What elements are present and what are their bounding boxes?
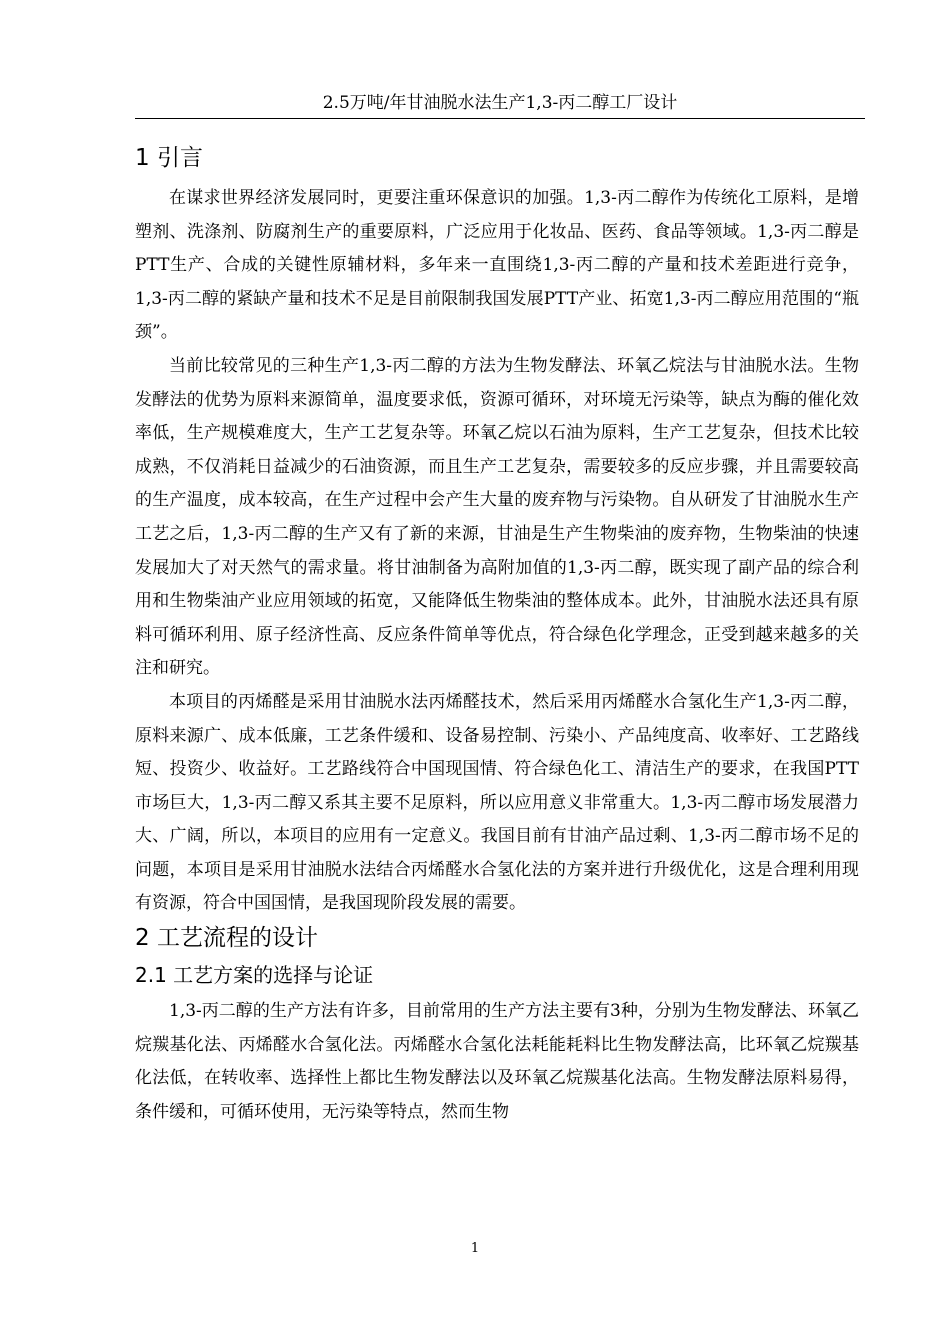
scheme-paragraph-1: 1,3-丙二醇的生产方法有许多，目前常用的生产方法主要有3种，分别为生物发酵法、环氧乙烷羰基化法、丙烯醛水合氢化法。丙烯醛水合氢化法耗能耗料比生物发酵法高，比环氧乙烷羰基化法低，在转收率、选择性上都比生物发酵法以及环氧乙烷羰基化法高。生物发酵法原料易得，条件缓和，可循环使用，无污染等特点，然而生物: [135, 1001, 859, 1122]
intro-paragraph-1: 在谋求世界经济发展同时，更要注重环保意识的加强。1,3-丙二醇作为传统化工原料，是增塑剂、洗涤剂、防腐剂生产的重要原料，广泛应用于化妆品、医药、食品等领域。1,3-丙二醇是PTT生产、合成的关键性原辅材料，多年来一直围绕1,3-丙二醇的产量和技术差距进行竞争，1,3-丙二醇的紧缺产量和技术不足是目前限制我国发展PTT产业、拓宽1,3-丙二醇应用范围的“瓶颈”。: [135, 188, 859, 343]
header-rule: [135, 118, 865, 119]
subsection-heading-scheme-selection: 2.1 工艺方案的选择与论证: [135, 963, 374, 988]
intro-paragraph-2: 当前比较常见的三种生产1,3-丙二醇的方法为生物发酵法、环氧乙烷法与甘油脱水法。生物发酵法的优势为原料来源简单，温度要求低，资源可循环，对环境无污染等，缺点为酶的催化效率低，生产规模难度大，生产工艺复杂等。环氧乙烷以石油为原料，生产工艺复杂，但技术比较成熟，不仅消耗日益减少的石油资源，而且生产工艺复杂，需要较多的反应步骤，并且需要较高的生产温度，成本较高，在生产过程中会产生大量的废弃物与污染物。自从研发了甘油脱水生产工艺之后，1,3-丙二醇的生产又有了新的来源，甘油是生产生物柴油的废弃物，生物柴油的快速发展加大了对天然气的需求量。将甘油制备为高附加值的1,3-丙二醇，既实现了副产品的综合利用和生物柴油产业应用领域的拓宽，又能降低生物柴油的整体成本。此外，甘油脱水法还具有原料可循环利用、原子经济性高、反应条件简单等优点，符合绿色化学理念，正受到越来越多的关注和研究。: [135, 355, 859, 679]
page-content: [135, 140, 859, 1163]
running-header: 2.5万吨/年甘油脱水法生产1,3-丙二醇工厂设计: [322, 93, 678, 113]
section-heading-process-design: 2 工艺流程的设计: [135, 925, 318, 952]
section-heading-introduction: 1 引言: [135, 145, 203, 171]
scheme-paragraph-container: [135, 995, 859, 1163]
intro-paragraph-3: 本项目的丙烯醛是采用甘油脱水法丙烯醛技术，然后采用丙烯醛水合氢化生产1,3-丙二醇，原料来源广、成本低廉，工艺条件缓和、设备易控制、污染小、产品纯度高、收率好、工艺路线短、投资少、收益好。工艺路线符合中国现国情、符合绿色化工、清洁生产的要求，在我国PTT市场巨大，1,3-丙二醇又系其主要不足原料，所以应用意义非常重大。1,3-丙二醇市场发展潜力大、广阔，所以，本项目的应用有一定意义。我国目前有甘油产品过剩、1,3-丙二醇市场不足的问题，本项目是采用甘油脱水法结合丙烯醛水合氢化法的方案并进行升级优化，这是合理利用现有资源，符合中国国情，是我国现阶段发展的需要。: [135, 691, 859, 914]
page-number: 1: [470, 1241, 480, 1256]
